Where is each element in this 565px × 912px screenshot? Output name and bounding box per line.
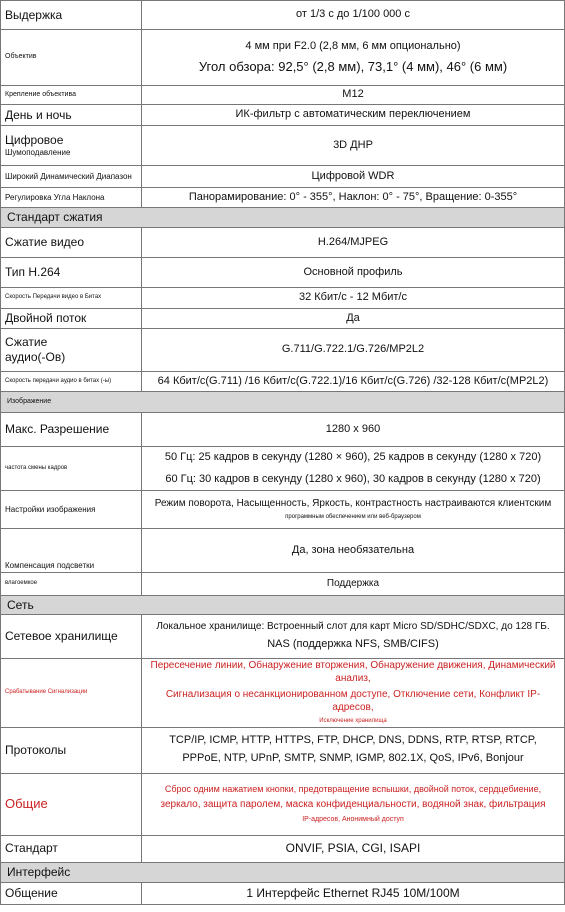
label-network-storage: Сетевое хранилище — [1, 615, 142, 659]
row-standard — [1, 835, 565, 862]
row-general — [1, 773, 565, 835]
section-network-title: Сеть — [1, 596, 565, 615]
value-frame-rate: 50 Гц: 25 кадров в секунду (1280 × 960), 25 кадров в секунду (1280 x 720) 60 Гц: 30 кадров в секунду (1280 x 960), 30 кадров в секунду (1280 x 720) — [142, 447, 565, 491]
value-humidity: Поддержка — [142, 573, 565, 596]
value-shutter: от 1/3 с до 1/100 000 с — [142, 1, 565, 30]
row-frame-rate — [1, 447, 565, 491]
label-lens-mount: Крепление объектива — [1, 86, 142, 105]
label-tilt: Регулировка Угла Наклона — [1, 188, 142, 208]
value-protocols: TCP/IP, ICMP, HTTP, HTTPS, FTP, DHCP, DNS, DDNS, RTP, RTSP, RTCP, PPPoE, NTP, UPnP, SMTP, SNMP, IGMP, 802.1X, QoS, IPv6, Bonjour — [142, 727, 565, 773]
row-network-storage — [1, 615, 565, 659]
row-protocols — [1, 727, 565, 773]
row-max-resolution — [1, 413, 565, 447]
value-video-bitrate: 32 Кбит/с - 12 Мбит/с — [142, 288, 565, 309]
section-network — [1, 596, 565, 615]
label-communication: Общение — [1, 882, 142, 904]
value-dual-stream: Да — [142, 309, 565, 329]
label-wdr: Широкий Динамический Диапазон — [1, 166, 142, 188]
value-wdr: Цифровой WDR — [142, 166, 565, 188]
row-h264-type — [1, 258, 565, 288]
label-video-compression: Сжатие видео — [1, 228, 142, 258]
row-shutter — [1, 1, 565, 30]
label-day-night: День и ночь — [1, 105, 142, 126]
value-day-night: ИК-фильтр с автоматическим переключением — [142, 105, 565, 126]
label-dual-stream: Двойной поток — [1, 309, 142, 329]
value-image-settings: Режим поворота, Насыщенность, Яркость, контрастность настраиваются клиентским программным обеспечением или веб-браузером — [142, 491, 565, 529]
value-backlight: Да, зона необязательна — [142, 529, 565, 573]
row-dnr — [1, 126, 565, 166]
label-shutter: Выдержка — [1, 1, 142, 30]
value-network-storage: Локальное хранилище: Встроенный слот для карт Micro SD/SDHC/SDXC, до 128 ГБ. NAS (поддержка NFS, SMB/CIFS) — [142, 615, 565, 659]
label-backlight: Компенсация подсветки — [1, 529, 142, 573]
row-video-bitrate — [1, 288, 565, 309]
value-lens-mount: M12 — [142, 86, 565, 105]
row-day-night — [1, 105, 565, 126]
label-audio-compression: Сжатие аудио(-Ов) — [1, 329, 142, 372]
value-general: Сброс одним нажатием кнопки, предотвращение вспышки, двойной поток, сердцебиение, зеркало, защита паролем, маска конфиденциальности, водяной знак, фильтрация IP-адресов, Анонимный доступ — [142, 773, 565, 835]
row-communication — [1, 882, 565, 904]
label-protocols: Протоколы — [1, 727, 142, 773]
value-audio-compression: G.711/G.722.1/G.726/MP2L2 — [142, 329, 565, 372]
row-video-compression — [1, 228, 565, 258]
section-compression — [1, 208, 565, 228]
value-audio-bitrate: 64 Кбит/с(G.711) /16 Кбит/с(G.722.1)/16 Кбит/с(G.726) /32-128 Кбит/с(MP2L2) — [142, 372, 565, 392]
value-alarm: Пересечение линии, Обнаружение вторжения, Обнаружение движения, Динамический анализ, Сигнализация о несанкционированном доступе, Отключение сети, Конфликт IP-адресов, Исключение хранилища — [142, 659, 565, 728]
row-audio-bitrate — [1, 372, 565, 392]
row-alarm — [1, 659, 565, 728]
label-dnr: Цифровое Шумоподавление — [1, 126, 142, 166]
row-lens-mount — [1, 86, 565, 105]
label-frame-rate: частота смены кадров — [1, 447, 142, 491]
value-dnr: 3D ДНР — [142, 126, 565, 166]
section-interface — [1, 862, 565, 882]
row-audio-compression — [1, 329, 565, 372]
label-max-resolution: Макс. Разрешение — [1, 413, 142, 447]
label-audio-bitrate: Скорость передачи аудио в битах (-ы) — [1, 372, 142, 392]
label-video-bitrate: Скорость Передачи видео в Битах — [1, 288, 142, 309]
label-alarm: Срабатывание Сигнализации — [1, 659, 142, 728]
value-communication: 1 Интерфейс Ethernet RJ45 10M/100M — [142, 882, 565, 904]
value-tilt: Панорамирование: 0° - 355°, Наклон: 0° - 75°, Вращение: 0-355° — [142, 188, 565, 208]
label-lens: Объектив — [1, 30, 142, 86]
row-humidity — [1, 573, 565, 596]
value-max-resolution: 1280 x 960 — [142, 413, 565, 447]
row-wdr — [1, 166, 565, 188]
value-standard: ONVIF, PSIA, CGI, ISAPI — [142, 835, 565, 862]
label-image-settings: Настройки изображения — [1, 491, 142, 529]
value-h264-type: Основной профиль — [142, 258, 565, 288]
value-video-compression: H.264/MJPEG — [142, 228, 565, 258]
row-tilt — [1, 188, 565, 208]
label-h264-type: Тип H.264 — [1, 258, 142, 288]
label-humidity: влагоемкое — [1, 573, 142, 596]
value-lens: 4 мм при F2.0 (2,8 мм, 6 мм опционально) Угол обзора: 92,5° (2,8 мм), 73,1° (4 мм), 46° (6 мм) — [142, 30, 565, 86]
label-standard: Стандарт — [1, 835, 142, 862]
row-dual-stream — [1, 309, 565, 329]
row-backlight — [1, 529, 565, 573]
section-image-title: Изображение — [1, 392, 565, 413]
row-image-settings — [1, 491, 565, 529]
section-image — [1, 392, 565, 413]
section-compression-title: Стандарт сжатия — [1, 208, 565, 228]
section-interface-title: Интерфейс — [1, 862, 565, 882]
label-general: Общие — [1, 773, 142, 835]
row-lens — [1, 30, 565, 86]
